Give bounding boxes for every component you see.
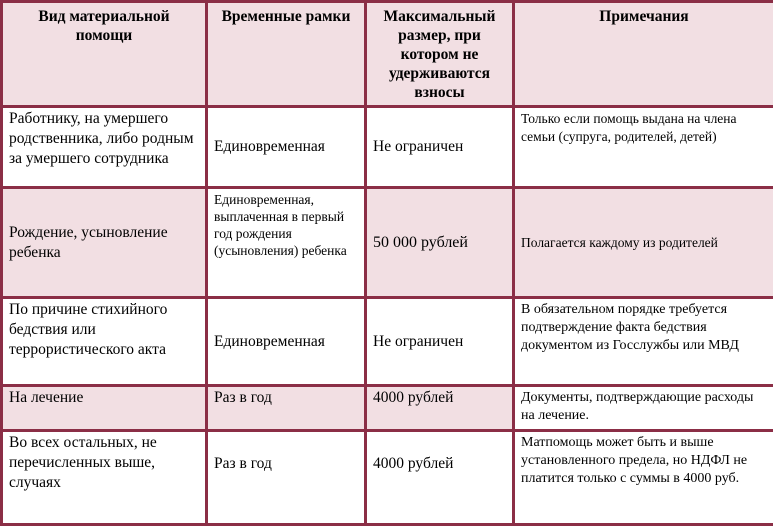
cell-max-amount: 4000 рублей <box>366 431 514 525</box>
table-header <box>2 2 773 107</box>
header-time-frame: Временные рамки <box>207 2 366 107</box>
cell-time-frame: Единовременная, выплаченная в первый год рождения (усыновления) ребенка <box>207 188 366 298</box>
header-notes: Примечания <box>514 2 773 107</box>
cell-time-frame: Единовременная <box>207 298 366 386</box>
cell-notes: В обязательном порядке требуется подтверждение факта бедствия документом из Госслужбы или МВД <box>514 298 773 386</box>
cell-notes: Только если помощь выдана на члена семьи (супруга, родителей, детей) <box>514 107 773 188</box>
cell-notes: Документы, подтверждающие расходы на лечение. <box>514 386 773 431</box>
table-row <box>2 188 773 298</box>
table-row <box>2 431 773 525</box>
header-max-amount: Максимальный размер, при котором не удерживаются взносы <box>366 2 514 107</box>
cell-time-frame: Раз в год <box>207 386 366 431</box>
cell-notes: Полагается каждому из родителей <box>514 188 773 298</box>
cell-aid-type: Во всех остальных, не перечисленных выше, случаях <box>2 431 207 525</box>
cell-notes: Матпомощь может быть и выше установленного предела, но НДФЛ не платится только с суммы в 4000 руб. <box>514 431 773 525</box>
cell-aid-type: Рождение, усыновление ребенка <box>2 188 207 298</box>
cell-aid-type: На лечение <box>2 386 207 431</box>
header-aid-type: Вид материальной помощи <box>2 2 207 107</box>
cell-time-frame: Раз в год <box>207 431 366 525</box>
cell-aid-type: Работнику, на умершего родственника, либо родным за умершего сотрудника <box>2 107 207 188</box>
cell-max-amount: 50 000 рублей <box>366 188 514 298</box>
cell-max-amount: Не ограничен <box>366 107 514 188</box>
table-row <box>2 386 773 431</box>
cell-max-amount: Не ограничен <box>366 298 514 386</box>
cell-max-amount: 4000 рублей <box>366 386 514 431</box>
cell-time-frame: Единовременная <box>207 107 366 188</box>
table-row <box>2 107 773 188</box>
table-row <box>2 298 773 386</box>
cell-aid-type: По причине стихийного бедствия или террористического акта <box>2 298 207 386</box>
